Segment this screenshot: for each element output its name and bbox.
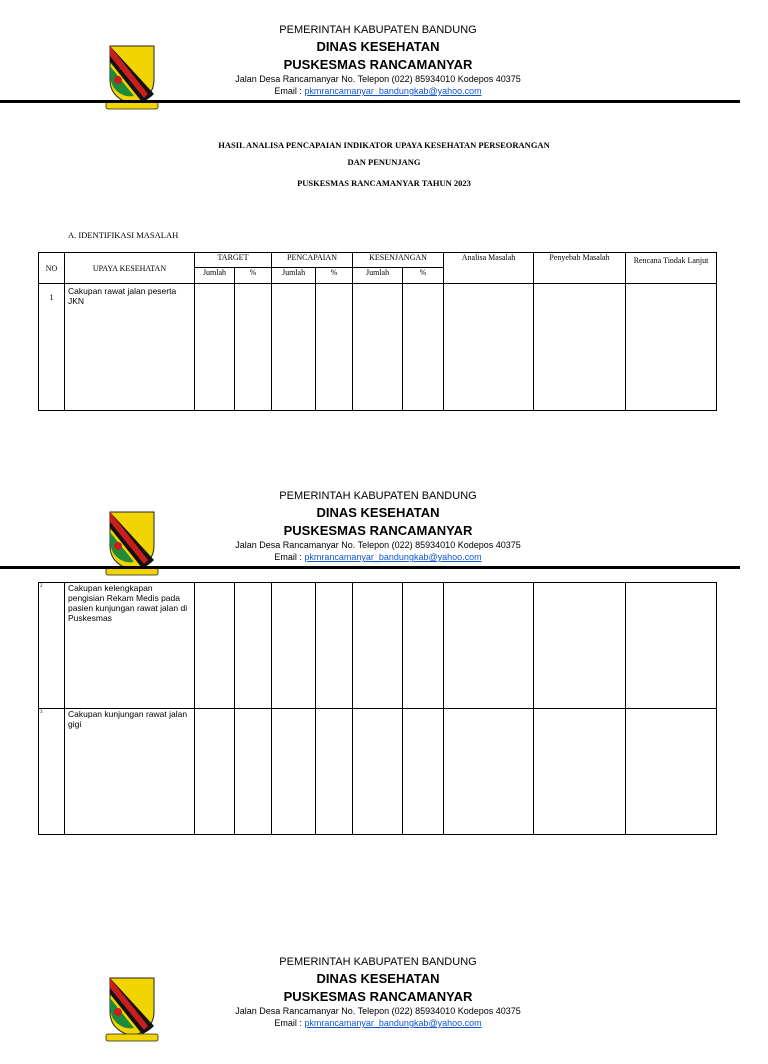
cell xyxy=(272,284,316,411)
letterhead-address: Jalan Desa Rancamanyar No. Telepon (022) 85934010 Kodepos 40375 xyxy=(235,540,521,550)
header-kesenjangan-persen: % xyxy=(403,268,444,284)
row-no: 2 xyxy=(39,583,65,709)
header-target: TARGET xyxy=(195,253,272,268)
cell xyxy=(316,709,353,835)
cell xyxy=(444,709,534,835)
report-title-line2: DAN PENUNJANG xyxy=(347,157,421,167)
cell xyxy=(235,583,272,709)
cell xyxy=(353,709,403,835)
analysis-table-page1 xyxy=(38,252,717,411)
cell xyxy=(353,284,403,411)
section-heading: A. IDENTIFIKASI MASALAH xyxy=(68,230,179,240)
letterhead-email-line xyxy=(0,552,756,562)
letterhead-address: Jalan Desa Rancamanyar No. Telepon (022) 85934010 Kodepos 40375 xyxy=(235,1006,521,1016)
email-label: Email : xyxy=(274,552,305,562)
cell xyxy=(444,583,534,709)
header-kesenjangan: KESENJANGAN xyxy=(353,253,444,268)
email-link[interactable]: pkmrancamanyar_bandungkab@yahoo.com xyxy=(304,1018,482,1028)
letterhead-email-line xyxy=(0,86,756,96)
cell xyxy=(534,709,626,835)
cell xyxy=(403,284,444,411)
cell xyxy=(626,284,717,411)
cell xyxy=(403,709,444,835)
header-pencapaian-persen: % xyxy=(316,268,353,284)
table-row xyxy=(39,709,717,835)
cell xyxy=(195,709,235,835)
cell xyxy=(272,583,316,709)
cell xyxy=(235,284,272,411)
email-label: Email : xyxy=(274,1018,305,1028)
cell xyxy=(403,583,444,709)
row-upaya: Cakupan rawat jalan peserta JKN xyxy=(65,284,195,411)
letterhead-email-line xyxy=(0,1018,756,1028)
email-link[interactable]: pkmrancamanyar_bandungkab@yahoo.com xyxy=(304,86,482,96)
header-pencapaian: PENCAPAIAN xyxy=(272,253,353,268)
letterhead-rule xyxy=(0,566,740,569)
header-target-jumlah: Jumlah xyxy=(195,268,235,284)
cell xyxy=(444,284,534,411)
cell xyxy=(626,583,717,709)
cell xyxy=(353,583,403,709)
letterhead-line3: PUSKESMAS RANCAMANYAR xyxy=(283,523,473,538)
cell xyxy=(626,709,717,835)
header-penyebab: Penyebab Masalah xyxy=(534,253,626,284)
header-pencapaian-jumlah: Jumlah xyxy=(272,268,316,284)
cell xyxy=(316,583,353,709)
letterhead-line1: PEMERINTAH KABUPATEN BANDUNG xyxy=(279,490,477,502)
letterhead-line2: DINAS KESEHATAN xyxy=(316,39,440,54)
header-no: NO xyxy=(39,253,65,284)
header-kesenjangan-jumlah: Jumlah xyxy=(353,268,403,284)
letterhead-1 xyxy=(0,22,768,132)
letterhead-line3: PUSKESMAS RANCAMANYAR xyxy=(283,989,473,1004)
letterhead-line3: PUSKESMAS RANCAMANYAR xyxy=(283,57,473,72)
cell xyxy=(534,284,626,411)
cell xyxy=(272,709,316,835)
table-row xyxy=(39,284,717,411)
header-analisa: Analisa Masalah xyxy=(444,253,534,284)
analysis-table-page2 xyxy=(38,582,717,835)
email-link[interactable]: pkmrancamanyar_bandungkab@yahoo.com xyxy=(304,552,482,562)
cell xyxy=(534,583,626,709)
header-target-persen: % xyxy=(235,268,272,284)
letterhead-address: Jalan Desa Rancamanyar No. Telepon (022) 85934010 Kodepos 40375 xyxy=(235,74,521,84)
letterhead-line1: PEMERINTAH KABUPATEN BANDUNG xyxy=(279,956,477,968)
row-no: 3 xyxy=(39,709,65,835)
letterhead-line2: DINAS KESEHATAN xyxy=(316,505,440,520)
row-upaya: Cakupan kelengkapan pengisian Rekam Medis pada pasien kunjungan rawat jalan di Puskesmas xyxy=(65,583,195,709)
cell xyxy=(316,284,353,411)
cell xyxy=(235,709,272,835)
letterhead-rule xyxy=(0,100,740,103)
letterhead-line2: DINAS KESEHATAN xyxy=(316,971,440,986)
cell xyxy=(195,583,235,709)
letterhead-3 xyxy=(0,954,768,1064)
header-upaya: UPAYA KESEHATAN xyxy=(65,253,195,284)
table-row xyxy=(39,583,717,709)
cell xyxy=(195,284,235,411)
report-title-line1: HASIL ANALISA PENCAPAIAN INDIKATOR UPAYA KESEHATAN PERSEORANGAN xyxy=(218,140,550,150)
row-no: 1 xyxy=(39,284,65,411)
email-label: Email : xyxy=(274,86,305,96)
report-title-line3: PUSKESMAS RANCAMANYAR TAHUN 2023 xyxy=(297,178,471,188)
header-rencana: Rencana Tindak Lanjut xyxy=(626,253,717,284)
letterhead-line1: PEMERINTAH KABUPATEN BANDUNG xyxy=(279,24,477,36)
row-upaya: Cakupan kunjungan rawat jalan gigi xyxy=(65,709,195,835)
